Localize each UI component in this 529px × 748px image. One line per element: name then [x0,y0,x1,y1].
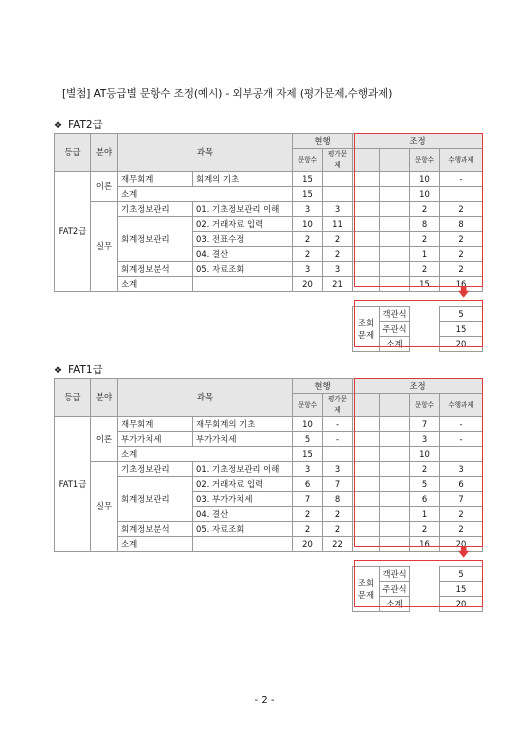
blank-cell [353,537,380,552]
current-eval: 2 [323,507,353,522]
inquiry-type: 주관식 [380,582,410,597]
adjusted-count: 7 [410,417,440,432]
adjusted-task: 20 [440,537,483,552]
field-cell-practice: 실무 [91,462,118,552]
adjusted-task: 8 [440,217,483,232]
header-num-items: 문항수 [293,394,323,417]
header-perf-task: 수행과제 [440,394,483,417]
current-count: 10 [293,417,323,432]
field-cell-practice: 실무 [91,202,118,292]
inquiry-type: 소계 [380,597,410,612]
field-cell-theory: 이론 [91,172,118,202]
current-count: 2 [293,232,323,247]
inquiry-row [55,567,483,582]
current-count: 15 [293,172,323,187]
current-eval [323,172,353,187]
subject-cell: 기초정보관리 [118,202,193,217]
detail-cell: 재무회계의 기초 [193,417,293,432]
adjusted-count: 10 [410,187,440,202]
current-eval: 22 [323,537,353,552]
inquiry-row [55,307,483,322]
inquiry-value: 15 [440,582,483,597]
current-count: 15 [293,447,323,462]
adjusted-count: 2 [410,202,440,217]
header-field: 분야 [91,379,118,417]
adjusted-count: 10 [410,172,440,187]
inquiry-row [55,337,483,352]
adjusted-task: - [440,417,483,432]
blank-cell [380,537,410,552]
current-eval: 3 [323,262,353,277]
header-adjusted: 조정 [353,134,483,149]
adjusted-count: 6 [410,492,440,507]
adjusted-count: 8 [410,217,440,232]
page-number: - 2 - [254,695,275,706]
blank-cell [380,477,410,492]
inquiry-type: 객관식 [380,307,410,322]
detail-cell: 04. 결산 [193,247,293,262]
current-count: 3 [293,262,323,277]
inquiry-row [55,322,483,337]
inquiry-type: 소계 [380,337,410,352]
section-title: FAT1급 [68,364,103,376]
blank-cell [380,172,410,187]
current-eval: 7 [323,477,353,492]
header-empty [353,394,380,417]
blank-cell [353,187,380,202]
blank-cell [353,417,380,432]
inquiry-value: 20 [440,597,483,612]
table-row [55,537,483,552]
adjusted-count: 1 [410,247,440,262]
table-row [55,432,483,447]
inquiry-value: 5 [440,567,483,582]
header-current: 현행 [293,134,353,149]
subject-cell: 회계정보분석 [118,262,193,277]
blank-cell [353,477,380,492]
blank-cell [353,232,380,247]
header-num-items: 문항수 [410,149,440,172]
detail-cell: 05. 자료조회 [193,522,293,537]
detail-cell: 01. 기초정보관리 이해 [193,462,293,477]
blank-cell [353,432,380,447]
spacer-row [55,552,483,567]
table-row [55,447,483,462]
current-count: 2 [293,507,323,522]
adjusted-count: 16 [410,537,440,552]
current-eval: 2 [323,247,353,262]
blank-cell [380,417,410,432]
subject-cell: 재무회계 [118,172,193,187]
diamond-bullet-icon: ❖ [54,366,63,376]
header-num-items: 문항수 [293,149,323,172]
current-count: 2 [293,247,323,262]
table-row [55,477,483,492]
blank-cell [353,202,380,217]
adjusted-count: 1 [410,507,440,522]
current-eval: 3 [323,202,353,217]
blank-cell [353,217,380,232]
adjusted-task [440,187,483,202]
inquiry-value: 5 [440,307,483,322]
current-count: 6 [293,477,323,492]
current-count: 7 [293,492,323,507]
header-grade: 등급 [55,379,91,417]
current-count: 20 [293,537,323,552]
header-eval-question: 평가문제 [323,394,353,417]
adjusted-count: 15 [410,277,440,292]
adjusted-count: 2 [410,232,440,247]
current-eval: 2 [323,522,353,537]
adjusted-task: 2 [440,507,483,522]
adjusted-count: 10 [410,447,440,462]
header-eval-question: 평가문제 [323,149,353,172]
fat2-table [54,133,483,352]
subject-cell: 회계정보관리 [118,217,193,262]
table-row [55,462,483,477]
adjusted-task: 2 [440,262,483,277]
adjusted-task: - [440,432,483,447]
table-row [55,202,483,217]
blank-cell [353,462,380,477]
subtotal-label: 소계 [118,447,293,462]
section-heading-fat2 [54,117,103,132]
header-empty [380,394,410,417]
table-row [55,172,483,187]
adjusted-task: 16 [440,277,483,292]
header-current: 현행 [293,379,353,394]
adjusted-task: 7 [440,492,483,507]
inquiry-label: 조회문제 [353,307,380,352]
down-arrow-icon: 🡇 [458,546,470,559]
table-row [55,187,483,202]
current-eval [323,187,353,202]
header-adjusted: 조정 [353,379,483,394]
document-title: [별첨] AT등급별 문항수 조정(예시) - 외부공개 자제 (평가문제,수행과제) [62,88,393,100]
table-row [55,277,483,292]
blank-cell [380,277,410,292]
spacer-row [55,292,483,307]
section-heading-fat1 [54,362,103,377]
inquiry-row [55,597,483,612]
detail-cell: 02. 거래자료 입력 [193,217,293,232]
blank-cell [193,277,293,292]
header-empty [353,149,380,172]
adjusted-task: 2 [440,232,483,247]
current-count: 20 [293,277,323,292]
detail-cell: 부가가치세 [193,432,293,447]
grade-cell: FAT2급 [55,172,91,292]
blank-cell [380,432,410,447]
current-eval: 2 [323,232,353,247]
blank-cell [353,262,380,277]
detail-cell: 회계의 기초 [193,172,293,187]
blank-cell [380,507,410,522]
blank-cell [380,232,410,247]
current-eval [323,447,353,462]
detail-cell: 03. 전표수정 [193,232,293,247]
table-row [55,262,483,277]
subject-cell: 회계정보분석 [118,522,193,537]
blank-cell [380,187,410,202]
section-title: FAT2급 [68,119,103,131]
adjusted-count: 2 [410,522,440,537]
adjusted-count: 3 [410,432,440,447]
header-field: 분야 [91,134,118,172]
header-empty [380,149,410,172]
blank-cell [353,522,380,537]
adjusted-count: 2 [410,262,440,277]
adjusted-count: 5 [410,477,440,492]
current-eval: - [323,432,353,447]
subject-cell: 부가가치세 [118,432,193,447]
blank-cell [353,172,380,187]
inquiry-value: 15 [440,322,483,337]
adjusted-task: 2 [440,522,483,537]
subtotal-label: 소계 [118,187,293,202]
current-count: 15 [293,187,323,202]
subtotal-label: 소계 [118,537,193,552]
detail-cell: 05. 자료조회 [193,262,293,277]
inquiry-label: 조회문제 [353,567,380,612]
header-grade: 등급 [55,134,91,172]
header-num-items: 문항수 [410,394,440,417]
current-eval: 8 [323,492,353,507]
detail-cell: 02. 거래자료 입력 [193,477,293,492]
subject-cell: 재무회계 [118,417,193,432]
header-subject: 과목 [118,134,293,172]
table-row [55,417,483,432]
detail-cell: 03. 부가가치세 [193,492,293,507]
detail-cell: 04. 결산 [193,507,293,522]
inquiry-value: 20 [440,337,483,352]
inquiry-row [55,582,483,597]
blank-cell [353,247,380,262]
current-eval: 3 [323,462,353,477]
adjusted-count: 2 [410,462,440,477]
blank-cell [380,492,410,507]
blank-cell [380,247,410,262]
inquiry-type: 객관식 [380,567,410,582]
detail-cell: 01. 기초정보관리 이해 [193,202,293,217]
adjusted-task [440,447,483,462]
current-count: 3 [293,202,323,217]
header-subject: 과목 [118,379,293,417]
grade-cell: FAT1급 [55,417,91,552]
blank-cell [353,277,380,292]
adjusted-task: 3 [440,462,483,477]
subtotal-label: 소계 [118,277,193,292]
current-count: 5 [293,432,323,447]
diamond-bullet-icon: ❖ [54,121,63,131]
inquiry-type: 주관식 [380,322,410,337]
adjusted-task: 2 [440,202,483,217]
current-count: 2 [293,522,323,537]
current-eval: 11 [323,217,353,232]
fat1-table [54,378,483,612]
adjusted-task: 6 [440,477,483,492]
subject-cell: 기초정보관리 [118,462,193,477]
blank-cell [380,202,410,217]
current-eval: - [323,417,353,432]
current-count: 10 [293,217,323,232]
blank-cell [193,537,293,552]
blank-cell [353,507,380,522]
header-perf-task: 수행과제 [440,149,483,172]
blank-cell [380,447,410,462]
table-row [55,522,483,537]
down-arrow-icon: 🡇 [458,286,470,299]
field-cell-theory: 이론 [91,417,118,462]
adjusted-task: - [440,172,483,187]
current-eval: 21 [323,277,353,292]
adjusted-task: 2 [440,247,483,262]
blank-cell [380,462,410,477]
blank-cell [380,217,410,232]
blank-cell [380,262,410,277]
blank-cell [380,522,410,537]
subject-cell: 회계정보관리 [118,477,193,522]
table-row [55,217,483,232]
current-count: 3 [293,462,323,477]
blank-cell [353,492,380,507]
blank-cell [353,447,380,462]
